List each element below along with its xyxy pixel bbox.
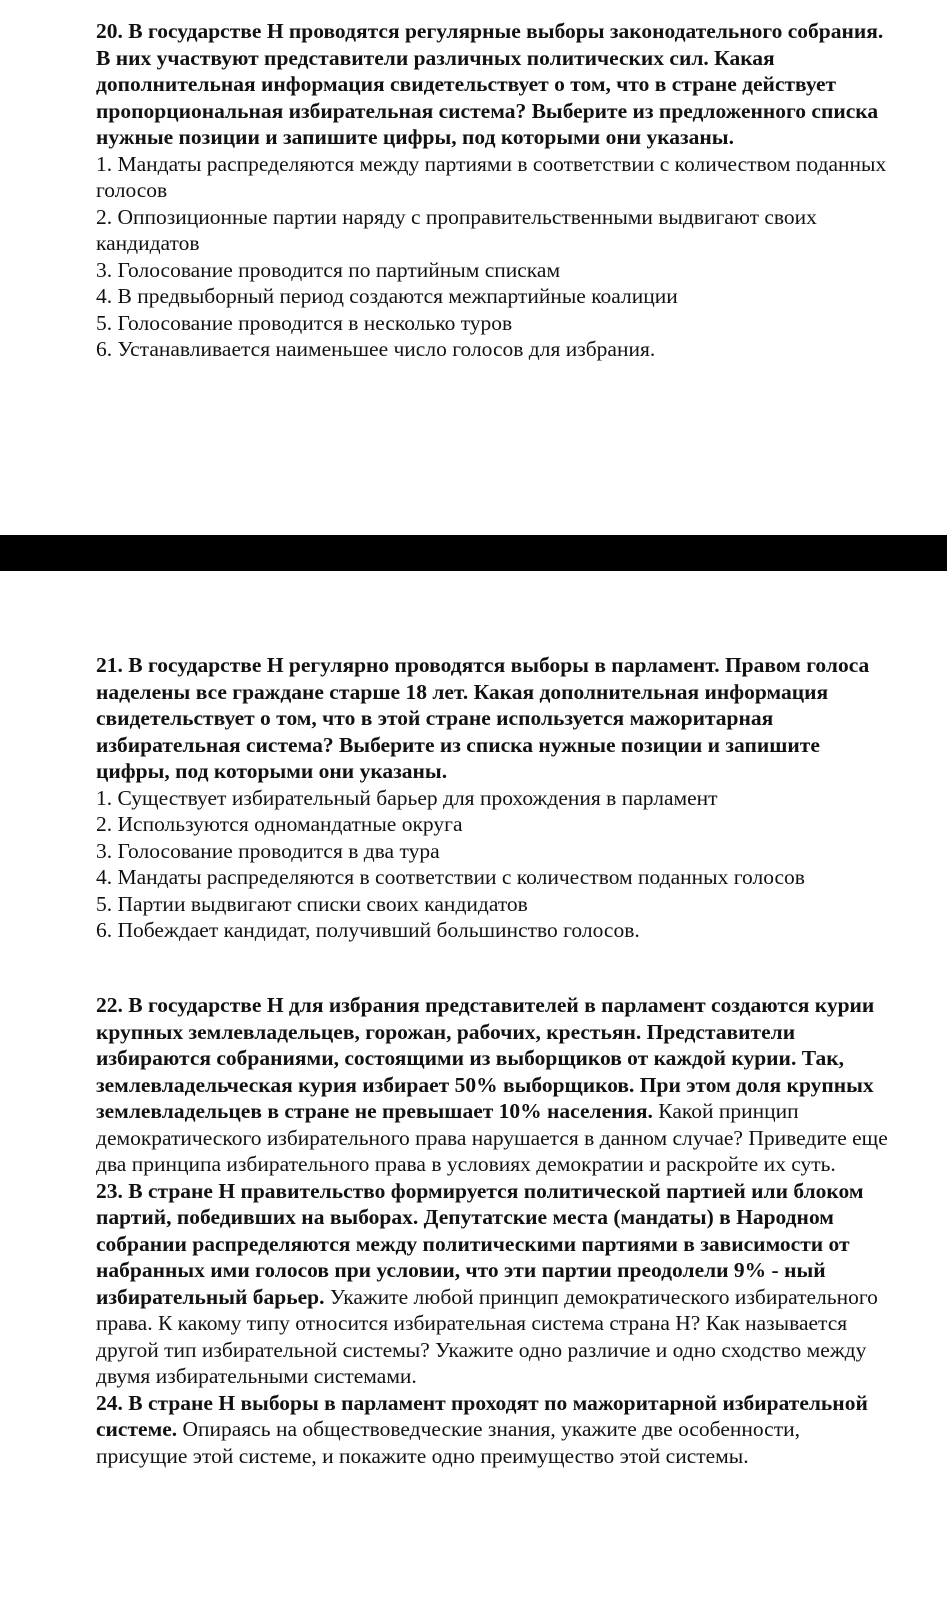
task-20-option-4: 4. В предвыборный период создаются межпартийные коалиции [96,284,678,308]
task-22-text: Какой принцип демократического избирательного права нарушается в данном случае? Приведите еще два принципа избирательного права в условиях демократии и раскройте их суть. [96,1099,888,1176]
task-24-text: Опираясь на обществоведческие знания, укажите две особенности, присущие этой системе, и покажите одно преимущество этой системы. [96,1417,800,1468]
task-24-bold: 24. В стране Н выборы в парламент проходят по мажоритарной избирательной системе. [96,1390,868,1441]
task-20-option-2: 2. Оппозиционные партии наряду с проправительственными выдвигают своих кандидатов [96,204,817,255]
task-21-option-1: 1. Существует избирательный барьер для прохождения в парламент [96,785,718,810]
task-21-option-2: 2. Используются одномандатные округа [96,812,463,836]
task-21-option-5: 5. Партии выдвигают списки своих кандидатов [96,891,528,916]
task-20-option-1: 1. Мандаты распределяются между партиями в соответствии с количеством поданных голосов [96,151,887,202]
task-20-options [96,151,896,363]
task-21-options [96,785,896,944]
task-24 [96,1390,896,1470]
task-21-option-3: 3. Голосование проводится в два тура [96,838,440,863]
task-20-option-6: 6. Устанавливается наименьшее число голосов для избрания. [96,337,656,361]
task-20 [96,18,896,363]
task-21-option-4: 4. Мандаты распределяются в соответствии с количеством поданных голосов [96,865,805,889]
task-22 [96,992,896,1178]
task-20-question: 20. В государстве Н проводятся регулярные выборы законодательного собрания. В них участвуют представители различных политических сил. Какая дополнительная информация свидетельствует о том, что в стране действует пропорциональная избирательная система? Выберите из предложенного списка нужные позиции и запишите цифры, под которыми они указаны. [96,19,884,149]
task-23 [96,1178,896,1390]
task-22-bold: 22. В государстве Н для избрания представителей в парламент создаются курии крупных землевладельцев, горожан, рабочих, крестьян. Представители избираются собраниями, состоящими из выборщиков от каждой курии. Так, землевладельческая курия избирает 50% выборщиков. При этом доля крупных землевладельцев в стране не превышает 10% населения. [96,993,875,1123]
task-21-question: 21. В государстве Н регулярно проводятся выборы в парламент. Правом голоса наделены все граждане старше 18 лет. Какая дополнительная информация свидетельствует о том, что в этой стране используется мажоритарная избирательная система? Выберите из списка нужные позиции и запишите цифры, под которыми они указаны. [96,653,870,783]
task-20-option-5: 5. Голосование проводится в несколько туров [96,310,513,335]
task-20-option-3: 3. Голосование проводится по партийным спискам [96,257,561,282]
task-21-option-6: 6. Побеждает кандидат, получивший большинство голосов. [96,918,640,942]
tasks-22-24 [96,992,896,1469]
task-21 [96,652,896,944]
task-23-bold: 23. В стране Н правительство формируется политической партией или блоком партий, победивших на выборах. Депутатские места (мандаты) в Народном собрании распределяются между политическими партиями в зависимости от набранных ими голосов при условии, что эти партии преодолели 9% - ный избирательный барьер. [96,1178,864,1309]
task-23-text: Укажите любой принцип демократического избирательного права. К какому типу относится избирательная система страна Н? Как называется другой тип избирательной системы? Укажите одно различие и одно сходство между двумя избирательными системами. [96,1284,878,1388]
black-divider-bar [0,535,947,571]
